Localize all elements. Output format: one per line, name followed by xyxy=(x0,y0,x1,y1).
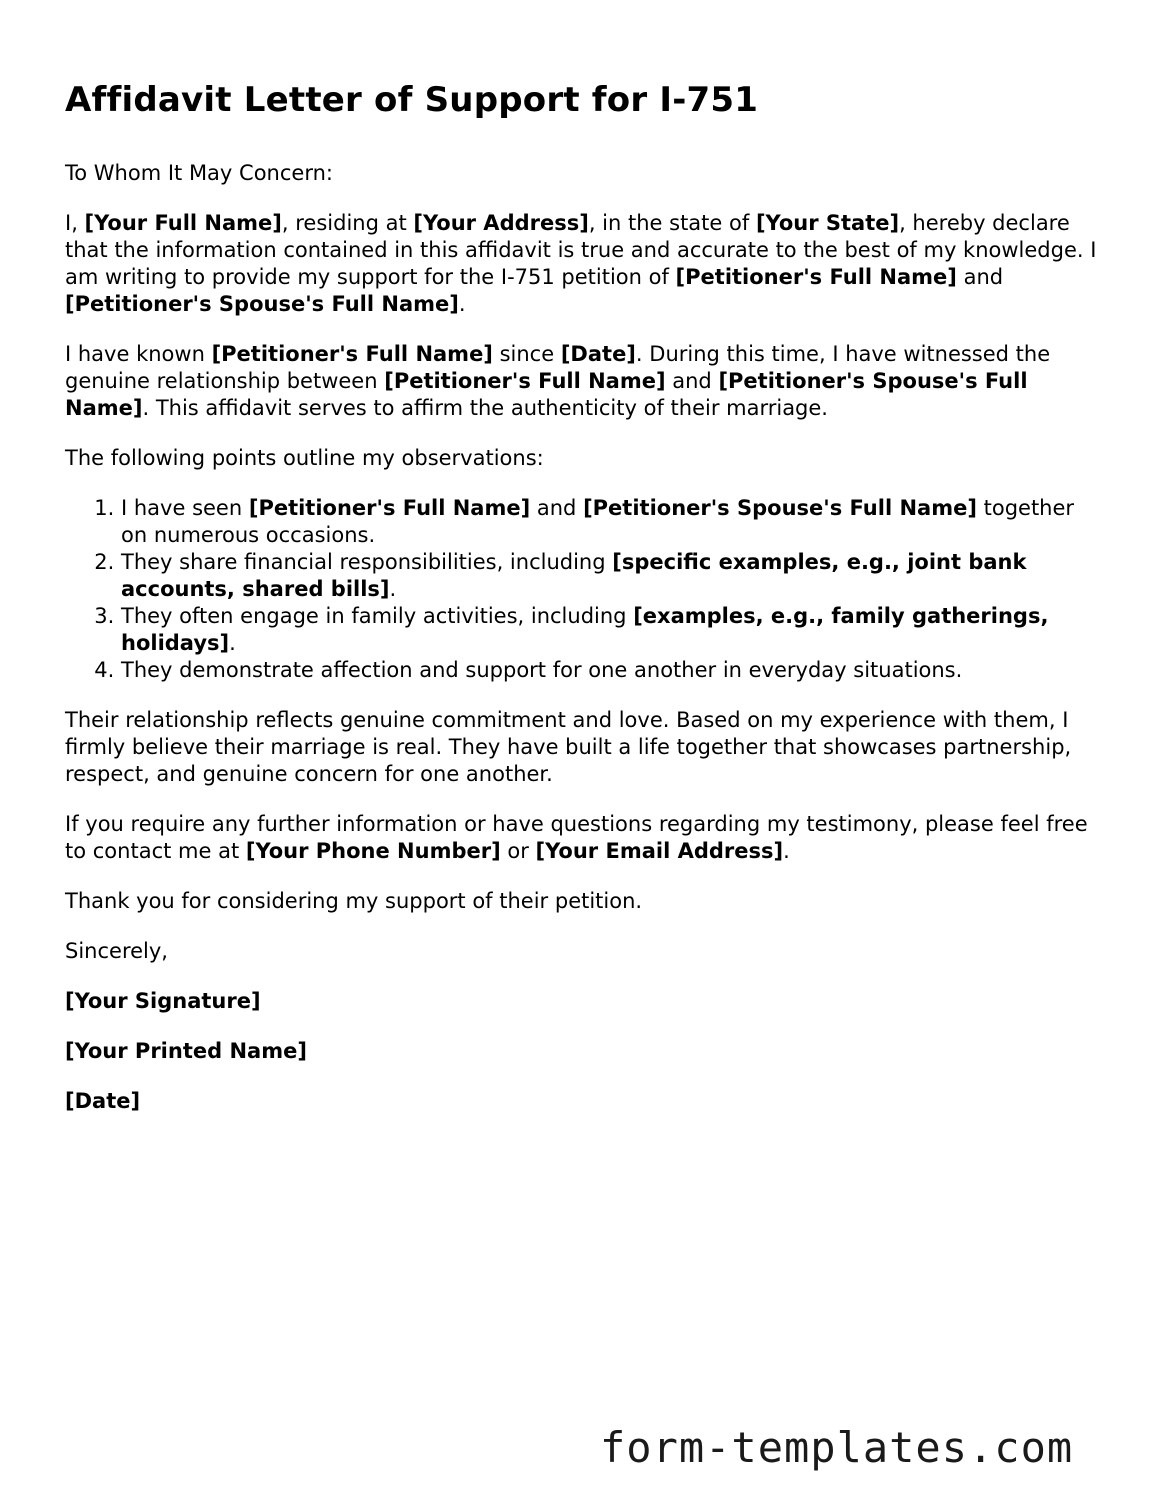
text: or xyxy=(500,839,536,863)
placeholder-date: [Date] xyxy=(560,342,636,366)
placeholder-petitioner-name: [Petitioner's Full Name] xyxy=(211,342,493,366)
text: , in the state of xyxy=(588,211,756,235)
document-page xyxy=(65,78,1105,1138)
text: . xyxy=(458,292,466,316)
text: If you require any further information or have questions regarding my testimony, please feel free to contact me at xyxy=(65,812,1088,863)
paragraph-thanks: Thank you for considering my support of their petition. xyxy=(65,889,643,913)
paragraph-contact xyxy=(65,811,1105,865)
text: . xyxy=(229,631,236,655)
list-item xyxy=(121,495,1105,549)
placeholder-printed-name: [Your Printed Name] xyxy=(65,1039,307,1063)
placeholder-spouse-name: [Petitioner's Spouse's Full Name] xyxy=(65,369,1028,420)
text: They share financial responsibilities, including xyxy=(121,550,613,574)
text: together on numerous occasions. xyxy=(121,496,1075,547)
placeholder-petitioner-name: [Petitioner's Full Name] xyxy=(248,496,531,520)
signature-line xyxy=(65,988,1105,1015)
list-item xyxy=(121,603,1105,657)
list-item xyxy=(121,657,1105,684)
printed-name-line xyxy=(65,1038,1105,1065)
salutation: To Whom It May Concern: xyxy=(65,161,333,185)
text: They often engage in family activities, including xyxy=(121,604,634,628)
signature-block xyxy=(65,938,1105,1115)
text: . xyxy=(389,577,397,601)
placeholder-email: [Your Email Address] xyxy=(535,839,784,863)
placeholder-state: [Your State] xyxy=(755,211,900,235)
placeholder-family-examples: [examples, e.g., family gatherings, holidays] xyxy=(121,604,1049,655)
text: , residing at xyxy=(281,211,414,235)
text: . This affidavit serves to affirm the authenticity of their marriage. xyxy=(142,396,828,420)
page-title: Affidavit Letter of Support for I-751 xyxy=(65,80,759,120)
placeholder-spouse-name: [Petitioner's Spouse's Full Name] xyxy=(65,292,459,316)
placeholder-financial-examples: [specific examples, e.g., joint bank accounts, shared bills] xyxy=(121,550,1027,601)
text: . xyxy=(783,839,790,863)
placeholder-signature: [Your Signature] xyxy=(65,989,261,1013)
text: I, xyxy=(65,211,85,235)
text: since xyxy=(492,342,561,366)
text: and xyxy=(665,369,719,393)
placeholder-phone: [Your Phone Number] xyxy=(245,839,501,863)
placeholder-address: [Your Address] xyxy=(413,211,589,235)
text: . During this time, I have witnessed the genuine relationship between xyxy=(65,342,1051,393)
paragraph-commitment: Their relationship reflects genuine commitment and love. Based on my experience with them, I firmly believe their marriage is real. They have built a life together that showcases partnership, respect, and genuine concern for one another. xyxy=(65,708,1072,786)
text: and xyxy=(956,265,1004,289)
paragraph-observations-intro: The following points outline my observations: xyxy=(65,446,544,470)
placeholder-spouse-name: [Petitioner's Spouse's Full Name] xyxy=(583,496,977,520)
placeholder-date: [Date] xyxy=(65,1089,141,1113)
observations-list xyxy=(65,495,1105,684)
text: They demonstrate affection and support for one another in everyday situations. xyxy=(121,658,963,682)
placeholder-full-name: [Your Full Name] xyxy=(84,211,282,235)
text: I have seen xyxy=(121,496,249,520)
text: and xyxy=(530,496,584,520)
paragraph-declaration xyxy=(65,210,1105,318)
date-line xyxy=(65,1088,1105,1115)
placeholder-petitioner-name: [Petitioner's Full Name] xyxy=(675,265,957,289)
closing: Sincerely, xyxy=(65,939,168,963)
text: , hereby declare that the information contained in this affidavit is true and accurate to the best of my knowledge. I am writing to provide my support for the I-751 petition of xyxy=(65,211,1097,289)
list-item xyxy=(121,549,1105,603)
watermark: form-templates.com xyxy=(600,1423,1074,1472)
paragraph-relationship xyxy=(65,341,1105,422)
text: I have known xyxy=(65,342,212,366)
placeholder-petitioner-name: [Petitioner's Full Name] xyxy=(384,369,666,393)
